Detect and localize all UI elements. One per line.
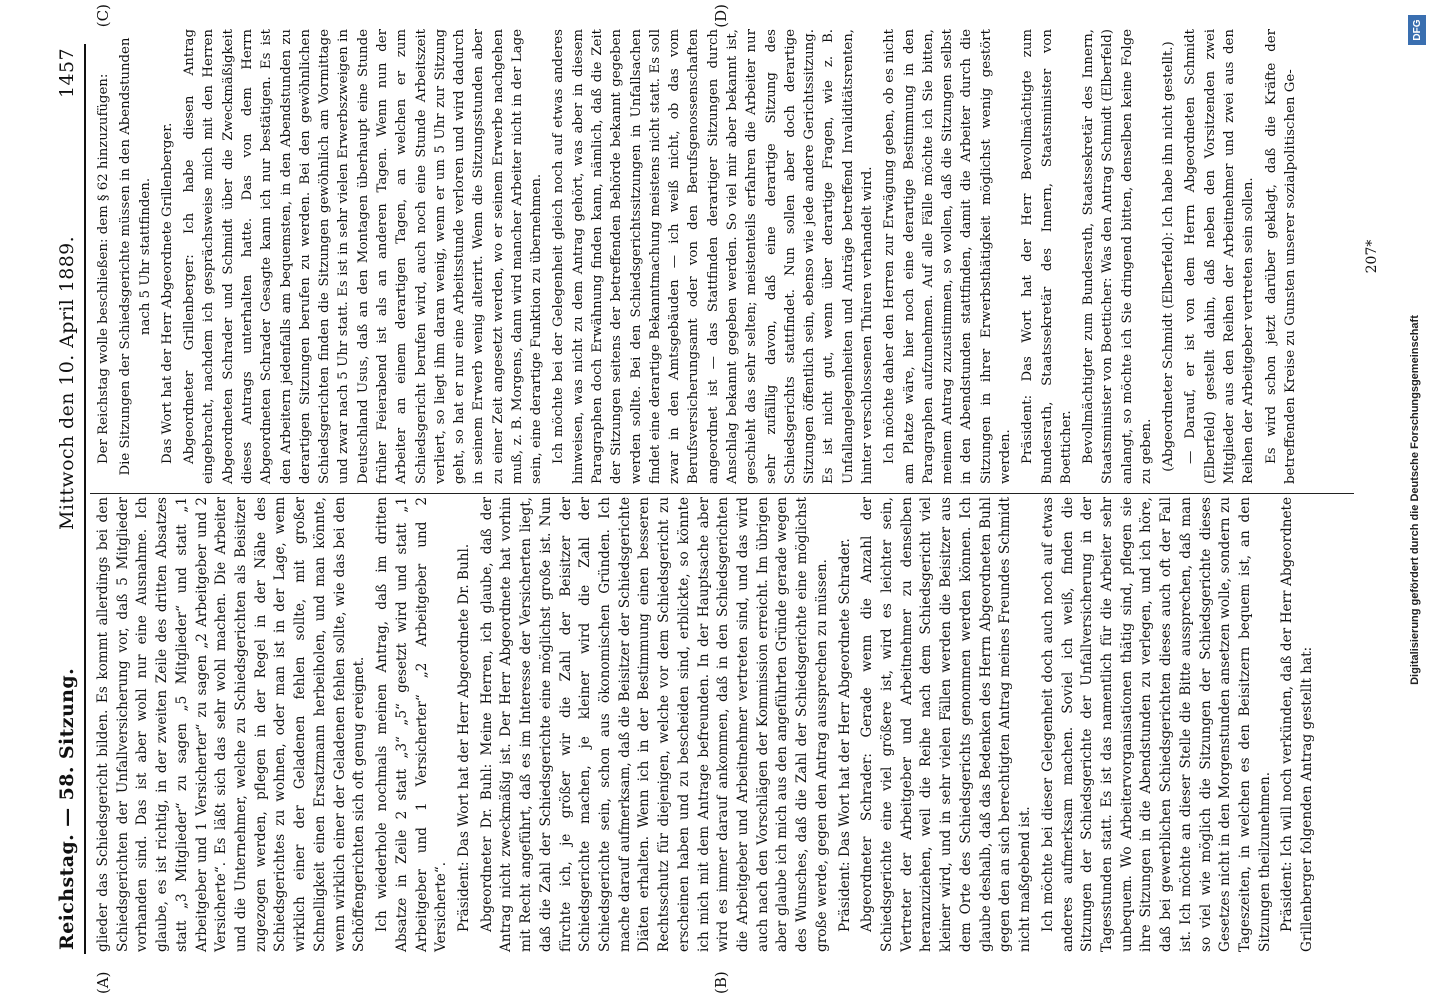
paragraph: Abgeordneter Schrader: Gerade wenn die Anzahl der Schiedsgerichte eine viel größere ist, wird es leichter sein, Vertreter der Arbeitgeber und Arbeitnehmer zu denselben heranzuziehen, weil die Reihe nach dem Schiedsgericht viel kleiner wird, und in sehr vielen Fällen werden die Beisitzer aus dem Orte des Schiedsgerichts genommen werden können. Ich glaube deshalb, daß das Bedenken des Herrn Abgeordneten Buhl gegen den an sich berechtigten Antrag meines Freundes Schmidt nicht maßgebend ist. <box>859 497 1034 952</box>
paragraph: (Abgeordneter Schmidt (Elberfeld): Ich habe ihn nicht gestellt.) <box>1161 41 1177 472</box>
left-column <box>94 497 1354 952</box>
paragraph: Abgeordneter Dr. Buhl: Meine Herren, ich glaube, daß der Antrag nicht zweckmäßig ist. Der Herr Abgeordnete hat vorhin mit Recht angeführt, daß es im Interesse der Versicherten liegt, daß die Zahl der Schiedsgerichte eine möglichst große ist. Nun fürchte ich, je größer wir die Zahl der Beisitzer der Schiedsgerichte machen, je kleiner wird die Zahl der Schiedsgerichte sein, schon aus ökonomischen Gründen. Ich mache darauf aufmerksam, daß die Beisitzer der Schiedsgerichte Diäten erhalten. Wenn ich in der Bestimmung einen besseren Rechtsschutz für diejenigen, welche vor dem Schiedsgericht zu erscheinen haben und zu bescheiden sind, erblickte, so könnte ich mich mit dem Antrage befreunden. In der Hauptsache aber wird es immer darauf ankommen, daß in den Schiedsgerichten die Arbeitgeber und Arbeitnehmer vertreten sind, und das wird auch nach den Vorschlägen der Kommission erreicht. Im übrigen aber glaube ich mich aus den angeführten Gründe gerade wegen des Wunsches, daß die Zahl der Schiedsgerichte eine möglichst große werde, gegen den Antrag aussprechen zu müssen. <box>478 497 830 952</box>
digitization-note: Digitalisierung gefördert durch die Deutsche Forschungsgemeinschaft <box>1409 315 1421 685</box>
paragraph: Ich möchte bei der Gelegenheit gleich noch auf etwas anderes hinweisen, was nicht zu dem Antrag gehört, was aber in diesem Paragraphen doch Erwähnung finden kann, nämlich, daß die Zeit der Sitzungen seitens der betreffenden Behörde bekannt gegeben werden sollte. Bei den Schiedsgerichtssitzungen in Unfallsachen findet eine derartige Bekanntmachung meistens nicht statt. Es soll zwar in den Amtsgebäuden — ich weiß nicht, ob das vom Berufsversicherungsamt oder von den Berufsgenossenschaften angeordnet ist — das Stattfinden derartiger Sitzungen durch Anschlag bekannt gegeben werden. So viel mir aber bekannt ist, geschieht das sehr selten; meistenteils erfahren die Arbeiter nur sehr zufällig davon, daß eine derartige Sitzung des Schiedsgerichts stattfindet. Nun sollen aber doch derartige Sitzungen öffentlich sein, ebenso wie jede andere Gerichtssitzung. Es ist nicht gut, wenn über derartige Fragen, wie z. B. Unfallangelegenheiten und Anträge betreffend Invaliditätsrenten, hinter verschlossenen Thüren verhandelt wird. <box>551 29 875 484</box>
right-column <box>94 29 1354 484</box>
paragraph: Es wird schon jetzt darüber geklagt, daß die Kräfte der betreffenden Kreise zu Gunsten unserer sozialpolitischen Ge- <box>1263 29 1298 484</box>
header-rule <box>84 44 86 954</box>
margin-marker-a: (A) <box>94 971 112 994</box>
column-rule <box>90 493 1354 494</box>
paragraph: Ich wiederhole nochmals meinen Antrag, daß im dritten Absatze in Zeile 2 statt „3“ „5“ gesetzt wird und statt „1 Arbeitgeber und 1 Versicherter“ „2 Arbeitgeber und 2 Versicherte“. <box>374 497 450 952</box>
margin-marker-d: (D) <box>712 4 730 28</box>
paragraph: Präsident: Ich will noch verkünden, daß der Herr Abgeordnete Grillenberger folgenden Antrag gestellt hat: <box>1279 497 1316 952</box>
paragraph: Das Wort hat der Herr Abgeordnete Grillenberger. <box>159 122 175 464</box>
paragraph: Ich möchte daher den Herren zur Erwägung geben, ob es nicht am Platze wäre, hier noch eine derartige Bestimmung in den Paragraphen aufzunehmen. Auf alle Fälle möchte ich Sie bitten, meinem Antrag zuzustimmen, so wollen, daß die Sitzungen selbst in den Abendstunden stattfinden, damit die Arbeiter durch die Sitzungen in ihrer Erwerbsthätigkeit möglichst wenig gestört werden. <box>882 29 1013 484</box>
paragraph: Die Sitzungen der Schiedsgerichte müssen in den Abendstunden nach 5 Uhr stattfinden. <box>118 37 153 476</box>
dfg-logo: DFG <box>1408 15 1426 45</box>
paragraph: Ich möchte bei dieser Gelegenheit doch auch noch auf etwas anderes aufmerksam machen. Soviel ich weiß, finden die Sitzungen der Schiedsgerichte der Unfallversicherung in der Tagesstunden statt. Es ist das namentlich für die Arbeiter sehr unbequem. Wo Arbeitervorganisationen thätig sind, pflegen sie ihre Sitzungen in die Abendstunden zu verlegen, und ich höre, daß bei gewerblichen Schiedsgerichten dieses auch oft der Fall ist. Ich möchte an dieser Stelle die Bitte aussprechen, daß man so viel wie möglich die Sitzungen der Schiedsgerichte dieses Gesetzes nicht in den Morgenstunden ansetzen wolle, sondern zu Tageszeiten, in welchen es den Beisitzern bequem ist, an den Sitzungen theilzunehmen. <box>1039 497 1273 952</box>
page-header <box>38 48 78 950</box>
page-number: 1457 <box>56 48 78 98</box>
header-date: Mittwoch den 10. April 1889. <box>56 235 78 530</box>
paragraph: Präsident: Das Wort hat der Herr Abgeordnete Schrader. <box>836 538 853 932</box>
paragraph: Abgeordneter Grillenberger: Ich habe diesen Antrag eingebracht, nachdem ich gesprächsweise mich mit den Herren Abgeordneten Schrader und Schmidt über die Zweckmäßigkeit dieses Antrags unterhalten hatte. Das von dem Herrn Abgeordneten Schrader Gesagte kann ich nur bestätigen. Es ist den Arbeitern jedenfalls am bequemsten, in den Abendstunden zu derartigen Sitzungen berufen zu werden. Bei den gewöhnlichen Schiedsgerichten finden die Sitzungen gewöhnlich am Vormittage und zwar nach 5 Uhr statt. Es ist in sehr vielen Erwerbszweigen in Deutschland Usus, daß an den Montagen überhaupt eine Stunde früher Feierabend ist als an anderen Tagen. Wenn nun der Arbeiter an einem derartigen Tagen, an welchen er zum Schiedsgericht berufen wird, auch noch eine Stunde Arbeitszeit verliert, so liegt ihm daran wenig, wenn er um 5 Uhr zur Sitzung geht, so hat er nur eine Arbeitsstunde verloren und wird dadurch in seinem Erwerb wenig alterirt. Wenn die Sitzungsstunden aber zu einer Zeit angesetzt werden, wo er seinem Erwerbe nachgehen muß, z. B. Morgens, dann wird mancher Arbeiter nicht in der Lage sein, eine derartige Funktion zu übernehmen. <box>182 29 545 484</box>
margin-marker-c: (C) <box>94 4 112 28</box>
header-title: Reichstag. — 58. Sitzung. <box>56 667 78 950</box>
paragraph: Präsident: Das Wort hat der Herr Abgeordnete Dr. Buhl. <box>455 543 472 932</box>
signature-marker: 207* <box>1364 239 1380 274</box>
paragraph: — Darauf, er ist von dem Herrn Abgeordneten Schmidt (Elberfeld) gestellt dahin, daß neben den Vorsitzenden zwei Mitglieder aus den Reihen der Arbeitnehmer und zwei aus den Reihen der Arbeitgeber vertreten sein sollen. <box>1183 29 1257 484</box>
margin-marker-b: (B) <box>712 971 730 994</box>
paragraph: Präsident: Das Wort hat der Herr Bevollmächtigte zum Bundesrath, Staatssekretär des Innern, Staatsminister von Boetticher. <box>1020 29 1074 484</box>
paragraph: Der Reichstag wolle beschließen: dem § 62 hinzuzufügen: <box>96 73 111 464</box>
paragraph: Bevollmächtigter zum Bundesrath, Staatssekretär des Innern, Staatsminister von Boetticher: Was den Antrag Schmidt (Elberfeld) anlangt, so möchte ich Sie dringend bitten, denselben keine Folge zu geben. <box>1081 29 1154 484</box>
paragraph: glieder das Schiedsgericht bilden. Es kommt allerdings bei den Schiedsgerichten der Unfallversicherung vor, daß 5 Mitglieder vorhanden sind. Das ist aber wohl nur eine Ausnahme. Ich glaube, es ist richtig, in der zweiten Zeile des dritten Absatzes statt „3 Mitglieder“ zu sagen „5 Mitglieder“ und statt „1 Arbeitgeber und 1 Versicherter“ zu sagen „2 Arbeitgeber und 2 Versicherte“. Es läßt sich das sehr wohl machen. Die Arbeiter und die Unternehmer, welche zu Schiedsgerichten als Beisitzer zugezogen werden, pflegen in der Regel in der Nähe des Schiedsgerichtes zu wohnen, oder man ist in der Lage, wenn wirklich einer der Geladenen fehlen sollte, mit großer Schnelligkeit einen Ersatzmann herbeiholen, und man könnte, wenn wirklich einer der Geladenen fehlen sollte, wie das bei den Schöffengerichten sich oft genug ereignet. <box>95 497 368 952</box>
